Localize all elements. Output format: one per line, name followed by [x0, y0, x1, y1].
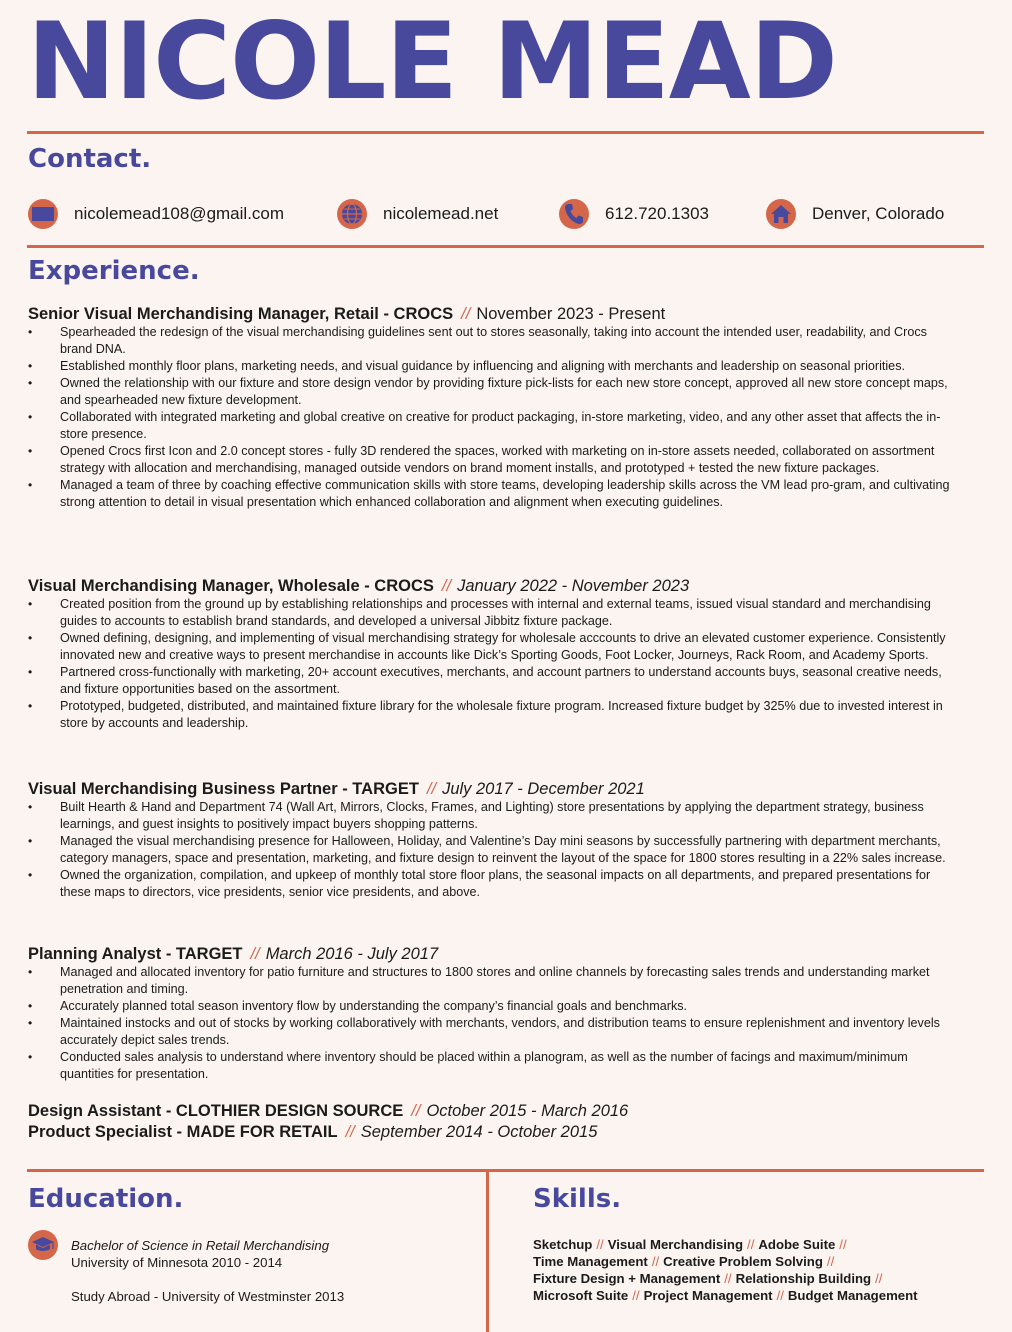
bullet-item: • Maintained instocks and out of stocks by working collaboratively with merchants, vendors, and distribution teams to ensure replenishment and inventory levels accurately depict sales trends. [28, 1015, 958, 1049]
job-title: Planning Analyst - TARGET [28, 945, 243, 963]
separator: // [826, 1254, 835, 1269]
job-date: October 2015 - March 2016 [426, 1102, 629, 1120]
short-job-entry [28, 1122, 597, 1143]
bullet-item: • Owned defining, designing, and implementing of visual merchandising strategy for wholesale acccounts to drive an elevated customer experience. Consistently innovated new and creative ways to present merchandise in accounts like Dick’s Sporting Goods, Foot Locker, Journeys, Rack Room, and Academy Sports. [28, 630, 958, 664]
name-heading: NICOLE MEAD [27, 0, 837, 123]
experience-title: Experience. [28, 256, 200, 286]
job-date: March 2016 - July 2017 [265, 945, 439, 963]
job-date: July 2017 - December 2021 [442, 780, 645, 798]
bullet-item: • Managed and allocated inventory for patio furniture and structures to 1800 stores and online channels by forecasting sales trends and understanding market penetration and timing. [28, 964, 958, 998]
education-title: Education. [28, 1184, 184, 1214]
contact-website[interactable] [337, 198, 498, 230]
job-bullets [28, 596, 958, 732]
location-text: Denver, Colorado [812, 204, 945, 223]
skills-row [533, 1253, 973, 1270]
separator: // [651, 1254, 660, 1269]
separator: // [776, 1288, 784, 1303]
separator: // [441, 577, 452, 595]
skills-row [533, 1287, 973, 1304]
skill-item: Adobe Suite [758, 1237, 836, 1252]
contact-title: Contact. [28, 144, 152, 174]
separator: // [596, 1237, 604, 1252]
contact-location[interactable] [766, 198, 944, 230]
short-job-entry [28, 1101, 628, 1122]
separator: // [747, 1237, 755, 1252]
bullet-item: • Partnered cross-functionally with marketing, 20+ account executives, merchants, and account partners to understand accounts buys, seasonal creative needs, and fixture opportunities based on the assortment. [28, 664, 958, 698]
skill-item: Creative Problem Solving [663, 1254, 823, 1269]
skills-list [533, 1236, 973, 1304]
bullet-item: • Prototyped, budgeted, distributed, and maintained fixture library for the wholesale fixture program. Increased fixture budget by 325% due to invested interest in store by accounts and leadership. [28, 698, 958, 732]
skill-item: Microsoft Suite [533, 1288, 629, 1303]
job-title: Visual Merchandising Manager, Wholesale - CROCS [28, 577, 434, 595]
education-abroad: Study Abroad - University of Westminster 2013 [71, 1289, 345, 1304]
separator: // [724, 1271, 732, 1286]
bullet-item: • Created position from the ground up by establishing relationships and processes with internal and external teams, issued visual standard and merchandising guides to accounts to establish brand standards, and developed a universal Jibbitz fixture package. [28, 596, 958, 630]
envelope-icon [28, 199, 58, 229]
job-bullets [28, 964, 958, 1083]
skill-item: Visual Merchandising [607, 1237, 744, 1252]
job-entry [28, 576, 958, 732]
divider-contact [27, 245, 984, 248]
graduation-cap-icon [28, 1230, 58, 1260]
skill-item: Budget Management [787, 1288, 918, 1303]
skill-item: Time Management [533, 1254, 648, 1269]
job-title: Design Assistant - CLOTHIER DESIGN SOURCE [28, 1102, 404, 1120]
separator: // [345, 1123, 355, 1141]
bullet-item: • Established monthly floor plans, marketing needs, and visual guidance by influencing and aligning with merchants and leadership on seasonal priorities. [28, 358, 958, 375]
skill-item: Fixture Design + Management [533, 1271, 721, 1286]
job-entry [28, 779, 958, 901]
bullet-item: • Accurately planned total season inventory flow by understanding the company’s financial goals and benchmarks. [28, 998, 958, 1015]
job-header [28, 576, 958, 596]
bullet-item: • Managed the visual merchandising presence for Halloween, Holiday, and Valentine’s Day mini seasons by successfully partnering with department merchants, category managers, space and presentation, marketing, and fixture design to reinvent the layout of the space for 1800 stores resulting in a 22% sales increase. [28, 833, 958, 867]
bullet-item: • Owned the organization, compilation, and upkeep of monthly total store floor plans, the seasonal impacts on all departments, and prepared presentations for these maps to directors, vice presidents, senior vice presidents, and above. [28, 867, 958, 901]
job-header [28, 779, 958, 799]
job-date: January 2022 - November 2023 [457, 577, 690, 595]
contact-email[interactable] [28, 198, 284, 230]
separator: // [461, 305, 471, 323]
skills-row [533, 1236, 973, 1253]
phone-text: 612.720.1303 [605, 204, 709, 223]
job-bullets [28, 324, 958, 511]
job-header [28, 304, 958, 324]
website-text: nicolemead.net [383, 204, 499, 223]
bullet-item: • Collaborated with integrated marketing and global creative on creative for product packaging, in-store marketing, video, and any other asset that affects the in-store presence. [28, 409, 958, 443]
separator: // [632, 1288, 640, 1303]
phone-icon [559, 199, 589, 229]
education-degree: Bachelor of Science in Retail Merchandising [71, 1238, 330, 1253]
job-title: Senior Visual Merchandising Manager, Retail - CROCS [28, 305, 454, 323]
divider-bottom [27, 1169, 984, 1172]
job-date: September 2014 - October 2015 [360, 1123, 598, 1141]
job-date: November 2023 - Present [476, 305, 666, 323]
separator: // [426, 780, 437, 798]
skills-title: Skills. [533, 1184, 622, 1214]
job-bullets [28, 799, 958, 901]
job-entry [28, 304, 958, 511]
skill-item: Relationship Building [735, 1271, 872, 1286]
skill-item: Project Management [643, 1288, 773, 1303]
separator: // [875, 1271, 883, 1286]
bullet-item: • Built Hearth & Hand and Department 74 (Wall Art, Mirrors, Clocks, Frames, and Lighting) store presentations by applying the department strategy, business learnings, and guest insights to positively impact buyers shopping patterns. [28, 799, 958, 833]
job-entry [28, 944, 958, 1083]
skill-item: Sketchup [533, 1237, 593, 1252]
skills-row [533, 1270, 973, 1287]
globe-icon [337, 199, 367, 229]
job-title: Product Specialist - MADE FOR RETAIL [28, 1123, 338, 1141]
separator: // [411, 1102, 421, 1120]
contact-phone[interactable] [559, 198, 709, 230]
divider-vertical [486, 1172, 489, 1332]
job-title: Visual Merchandising Business Partner - TARGET [28, 780, 419, 798]
house-icon [766, 199, 796, 229]
bullet-item: • Owned the relationship with our fixture and store design vendor by providing fixture pick-lists for each new store concept, approved all new store concept maps, and spearheaded new fixture development. [28, 375, 958, 409]
job-header [28, 944, 958, 964]
divider-top [27, 131, 984, 134]
education-school: University of Minnesota 2010 - 2014 [71, 1255, 283, 1270]
separator: // [250, 945, 260, 963]
bullet-item: • Spearheaded the redesign of the visual merchandising guidelines sent out to stores seasonally, taking into account the intended user, readability, and Crocs brand DNA. [28, 324, 958, 358]
separator: // [839, 1237, 847, 1252]
bullet-item: • Opened Crocs first Icon and 2.0 concept stores - fully 3D rendered the spaces, worked with marketing on in-store assets needed, collaborated on assortment strategy with allocation and merchandising, managed outside vendors on brand moment installs, and prototyped + tested the new fixture packages. [28, 443, 958, 477]
bullet-item: • Managed a team of three by coaching effective communication skills with store teams, developing leadership skills across the VM lead pro-gram, and cultivating strong attention to detail in visual presentation which enhanced collaboration and alignment when executing guidelines. [28, 477, 958, 511]
email-text: nicolemead108@gmail.com [74, 204, 285, 223]
bullet-item: • Conducted sales analysis to understand where inventory should be placed within a planogram, as well as the number of facings and maximum/minimum quantities for presentation. [28, 1049, 958, 1083]
